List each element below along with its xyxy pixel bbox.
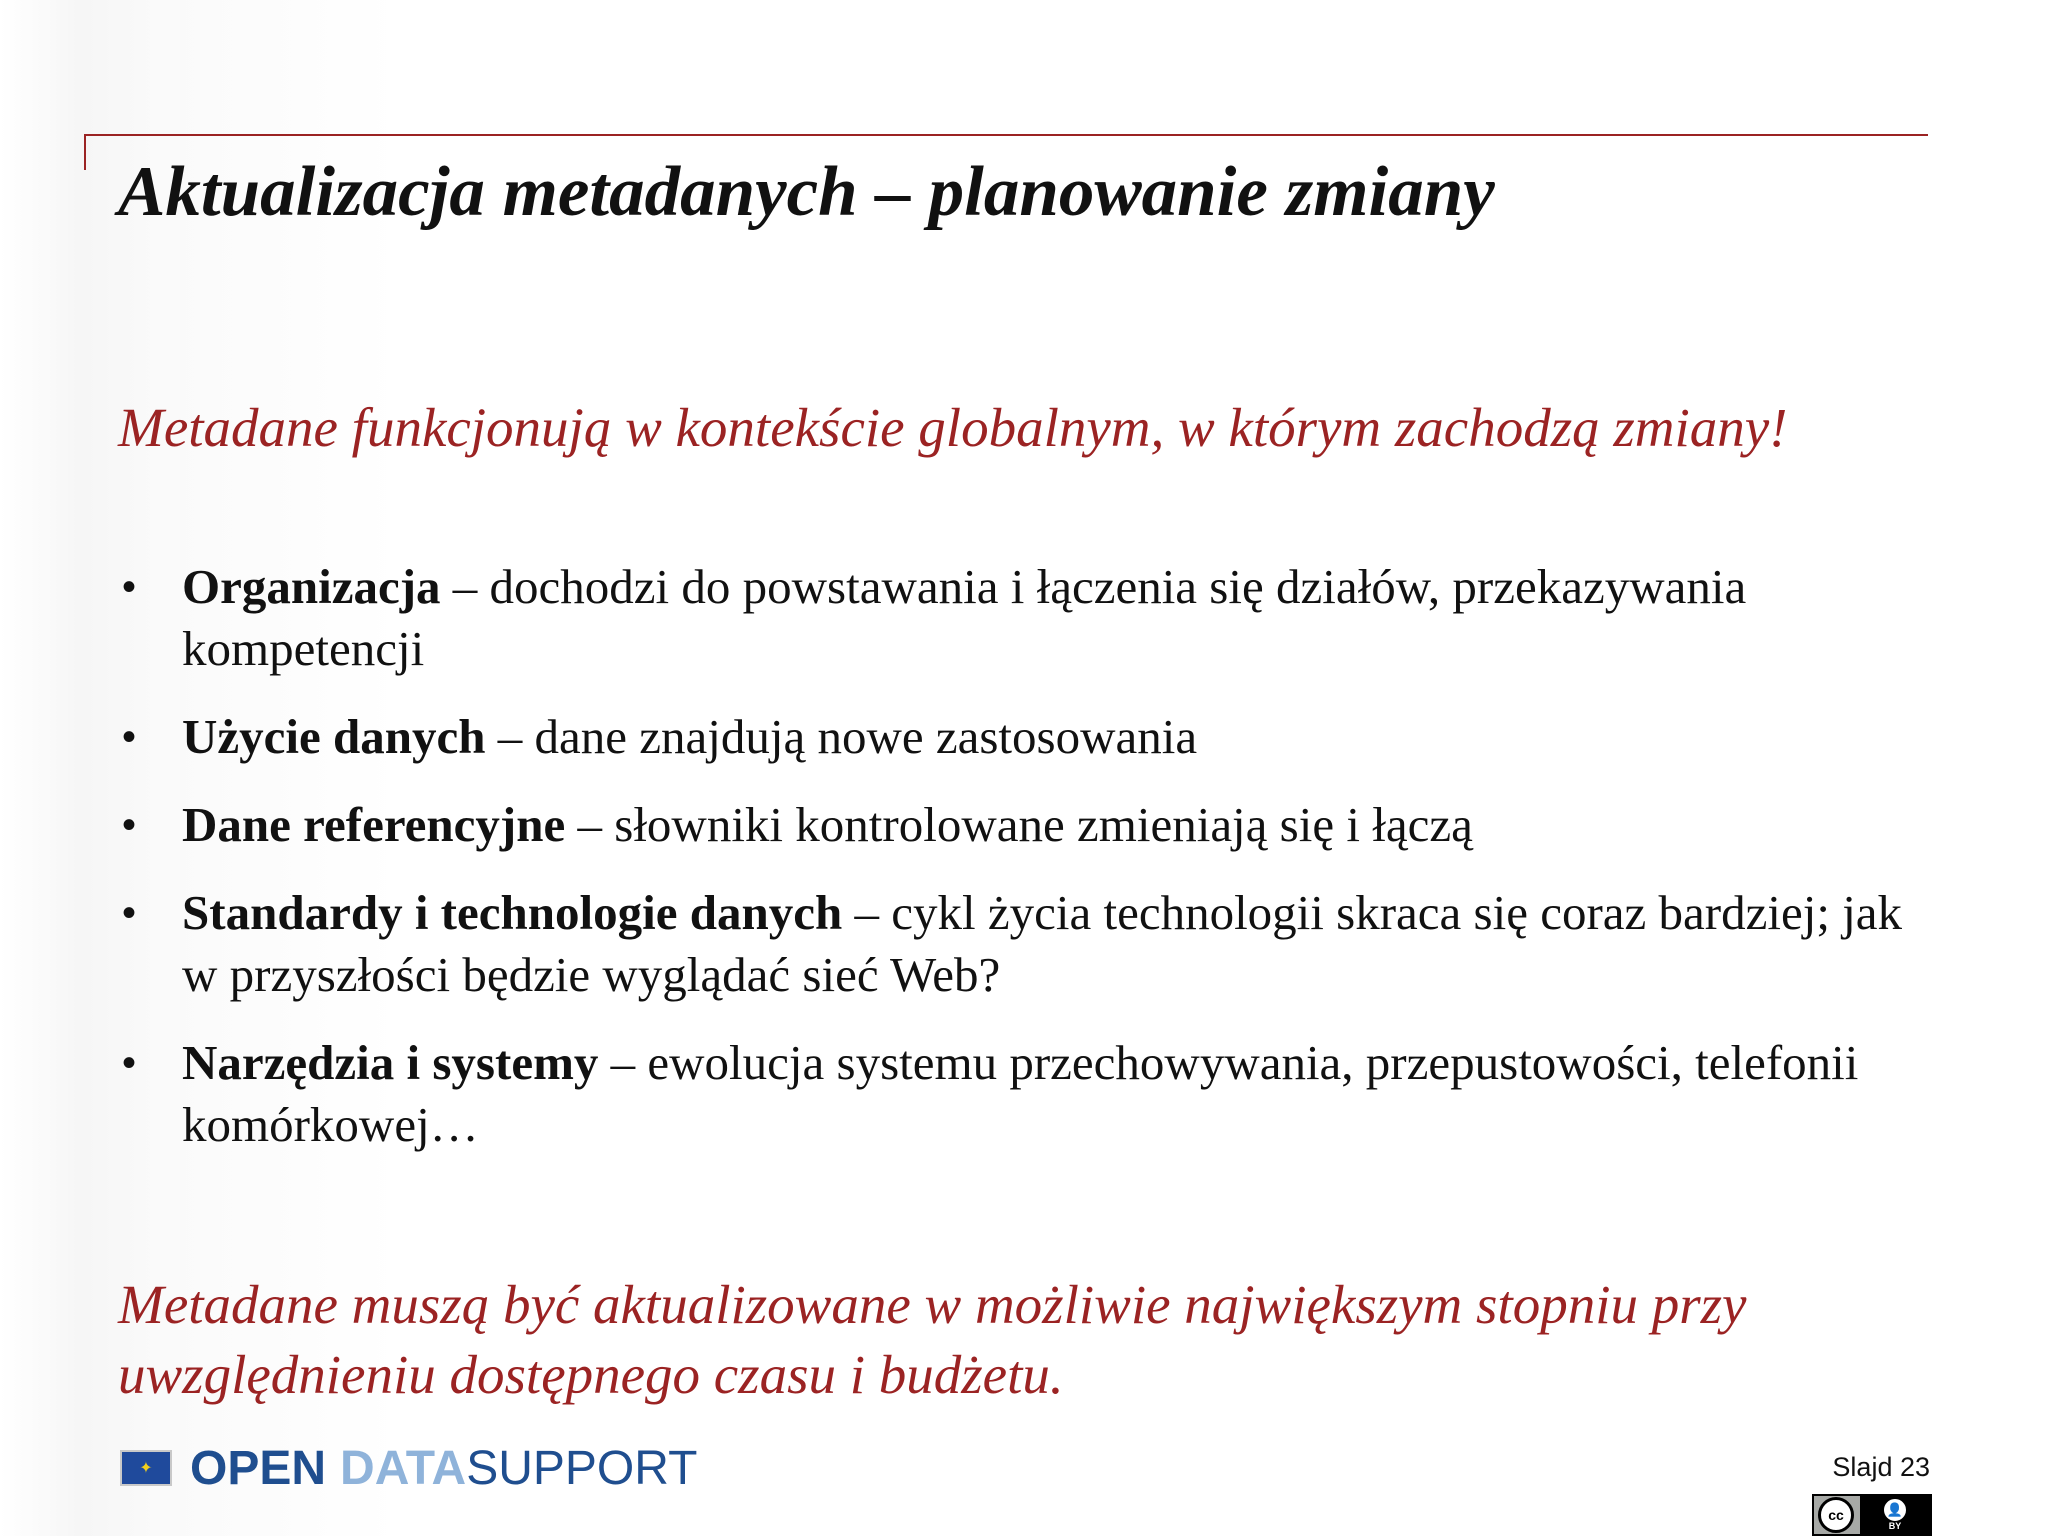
bullet-dot: • — [122, 803, 137, 847]
conclusion-statement: Metadane muszą być aktualizowane w możliwie największym stopniu przy uwzględnieniu dostępnego czasu i budżetu. — [118, 1274, 1747, 1405]
bullet-term: Narzędzia i systemy — [182, 1035, 599, 1090]
bullet-item — [118, 706, 1918, 768]
cc-by-license-badge — [1812, 1494, 1932, 1536]
open-data-support-logo — [120, 1440, 697, 1496]
logo-support: SUPPORT — [466, 1441, 698, 1495]
bullet-dot: • — [122, 565, 137, 609]
bullet-item — [118, 1032, 1918, 1156]
creative-commons-icon: cc — [1818, 1497, 1854, 1533]
eu-flag-icon: ✦ — [120, 1450, 172, 1486]
bullet-list — [118, 556, 1918, 1182]
bullet-item — [118, 556, 1918, 680]
slide-number: Slajd 23 — [1832, 1452, 1930, 1482]
bullet-dot: • — [122, 1041, 137, 1085]
logo-wordmark — [190, 1441, 697, 1496]
attribution-person-icon: 👤 — [1884, 1499, 1906, 1521]
bullet-term: Organizacja — [182, 559, 441, 614]
bullet-dot: • — [122, 715, 137, 759]
bullet-text: – dochodzi do powstawania i łączenia się działów, przekazywania kompetencji — [182, 559, 1747, 676]
by-label: BY — [1888, 1521, 1902, 1531]
attribution-block — [1860, 1496, 1930, 1534]
bullet-text: – słowniki kontrolowane zmieniają się i łączą — [565, 797, 1473, 852]
logo-data: DATA — [340, 1441, 467, 1495]
bullet-text: – dane znajdują nowe zastosowania — [485, 709, 1198, 764]
bullet-text: – cykl życia technologii skraca się coraz bardziej; jak w przyszłości będzie wyglądać sieć Web? — [182, 885, 1903, 1002]
slide-title: Aktualizacja metadanych – planowanie zmiany — [118, 153, 1495, 231]
top-rule-tick — [84, 134, 86, 170]
bullet-term: Użycie danych — [182, 709, 486, 764]
top-rule — [84, 134, 1928, 136]
logo-open: OPEN — [190, 1441, 327, 1495]
bullet-term: Standardy i technologie danych — [182, 885, 843, 940]
bullet-item — [118, 882, 1918, 1006]
intro-statement: Metadane funkcjonują w kontekście globalnym, w którym zachodzą zmiany! — [118, 397, 1788, 458]
bullet-term: Dane referencyjne — [182, 797, 566, 852]
bullet-item — [118, 794, 1918, 856]
bullet-dot: • — [122, 891, 137, 935]
bullet-text: – ewolucja systemu przechowywania, przepustowości, telefonii komórkowej… — [182, 1035, 1859, 1152]
